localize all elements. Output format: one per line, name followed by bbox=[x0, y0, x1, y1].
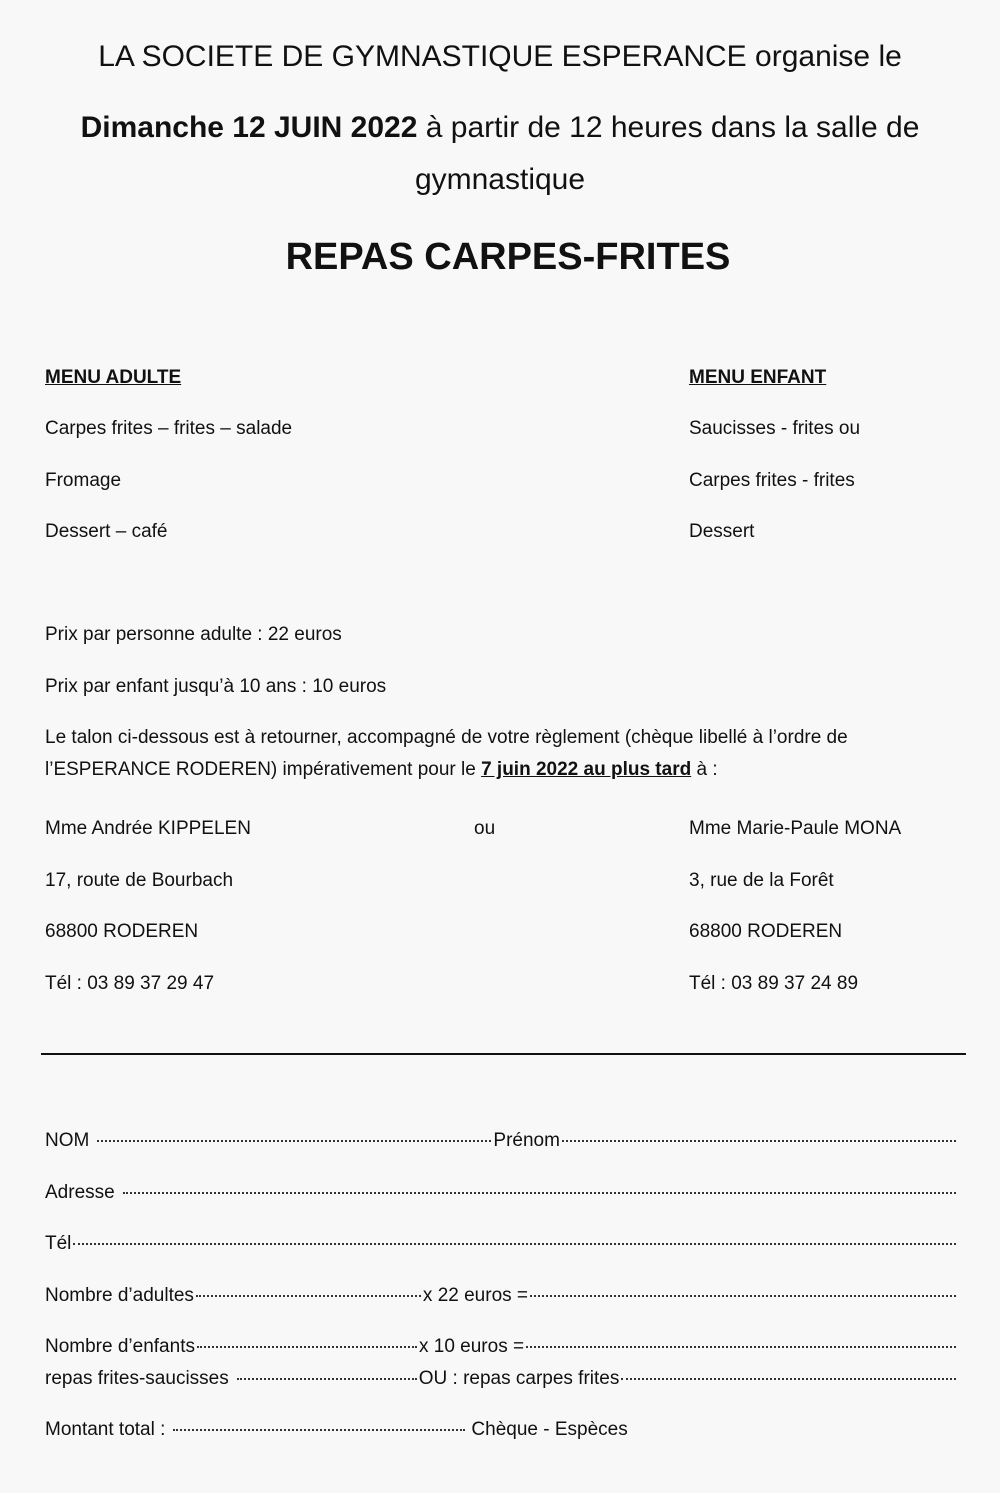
menu-adulte-item: Fromage bbox=[45, 470, 122, 491]
contact-right-street: 3, rue de la Forêt bbox=[689, 870, 834, 891]
form-row-repas bbox=[45, 1368, 958, 1390]
page-title: REPAS CARPES-FRITES bbox=[285, 236, 731, 278]
adresse-label: Adresse bbox=[45, 1182, 115, 1203]
tel-field[interactable] bbox=[73, 1243, 956, 1245]
event-time-place: à partir de 12 heures dans la salle de bbox=[417, 111, 920, 144]
price-adult: Prix par personne adulte : 22 euros bbox=[45, 624, 342, 645]
price-child: Prix par enfant jusqu’à 10 ans : 10 euros bbox=[45, 676, 387, 697]
header-line-2 bbox=[0, 111, 1000, 145]
contact-left-city: 68800 RODEREN bbox=[45, 921, 199, 942]
contact-left-street: 17, route de Bourbach bbox=[45, 870, 234, 891]
menu-enfant-item: Dessert bbox=[689, 521, 755, 542]
adresse-field[interactable] bbox=[123, 1192, 956, 1194]
nom-label: NOM bbox=[45, 1130, 90, 1151]
form-row-adresse bbox=[45, 1182, 958, 1204]
enfants-label: Nombre d’enfants bbox=[45, 1336, 195, 1357]
saucisses-label: repas frites-saucisses bbox=[45, 1368, 229, 1389]
carpes-field[interactable] bbox=[621, 1378, 956, 1380]
menu-adulte-item: Carpes frites – frites – salade bbox=[45, 418, 293, 439]
instructions-text: l’ESPERANCE RODEREN) impérativement pour le bbox=[45, 759, 482, 780]
deadline: 7 juin 2022 au plus tard bbox=[481, 759, 692, 780]
header-line-1: LA SOCIETE DE GYMNASTIQUE ESPERANCE organise le bbox=[98, 40, 902, 73]
instructions-end: à : bbox=[691, 759, 718, 780]
carpes-label: OU : repas carpes frites bbox=[418, 1368, 620, 1389]
form-row-nom bbox=[45, 1130, 958, 1152]
adultes-price: x 22 euros = bbox=[422, 1285, 529, 1306]
menu-adulte-item: Dessert – café bbox=[45, 521, 168, 542]
prenom-field[interactable] bbox=[562, 1140, 956, 1142]
enfants-count-field[interactable] bbox=[197, 1346, 417, 1348]
instructions-line-2 bbox=[45, 759, 718, 781]
saucisses-field[interactable] bbox=[237, 1378, 417, 1380]
form-row-enfants bbox=[45, 1336, 958, 1358]
instructions-line-1: Le talon ci-dessous est à retourner, accompagné de votre règlement (chèque libellé à l’ordre de bbox=[45, 727, 848, 748]
contact-left-name: Mme Andrée KIPPELEN bbox=[45, 818, 251, 839]
menu-enfant-item: Saucisses - frites ou bbox=[689, 418, 861, 439]
contact-right-city: 68800 RODEREN bbox=[689, 921, 843, 942]
event-date: Dimanche 12 JUIN 2022 bbox=[80, 111, 418, 144]
menu-enfant-heading: MENU ENFANT bbox=[689, 367, 827, 388]
adultes-total-field[interactable] bbox=[530, 1295, 956, 1297]
contact-right-name: Mme Marie-Paule MONA bbox=[689, 818, 902, 839]
enfants-price: x 10 euros = bbox=[418, 1336, 525, 1357]
or-label: ou bbox=[474, 818, 496, 839]
contact-left-phone: Tél : 03 89 37 29 47 bbox=[45, 973, 215, 994]
contact-right-phone: Tél : 03 89 37 24 89 bbox=[689, 973, 859, 994]
header-line-3: gymnastique bbox=[414, 163, 586, 196]
tel-label: Tél bbox=[45, 1233, 72, 1254]
nom-field[interactable] bbox=[97, 1140, 491, 1142]
total-label: Montant total : bbox=[45, 1419, 166, 1440]
enfants-total-field[interactable] bbox=[526, 1346, 956, 1348]
form-row-adultes bbox=[45, 1285, 958, 1307]
form-row-total bbox=[45, 1419, 628, 1441]
menu-adulte-heading: MENU ADULTE bbox=[45, 367, 182, 388]
payment-method: Chèque - Espèces bbox=[471, 1419, 628, 1440]
menu-enfant-item: Carpes frites - frites bbox=[689, 470, 855, 491]
prenom-label: Prénom bbox=[493, 1130, 560, 1151]
form-row-tel bbox=[45, 1233, 958, 1255]
total-field[interactable] bbox=[173, 1429, 465, 1431]
cut-line bbox=[41, 1053, 966, 1055]
adultes-label: Nombre d’adultes bbox=[45, 1285, 194, 1306]
adultes-count-field[interactable] bbox=[196, 1295, 421, 1297]
